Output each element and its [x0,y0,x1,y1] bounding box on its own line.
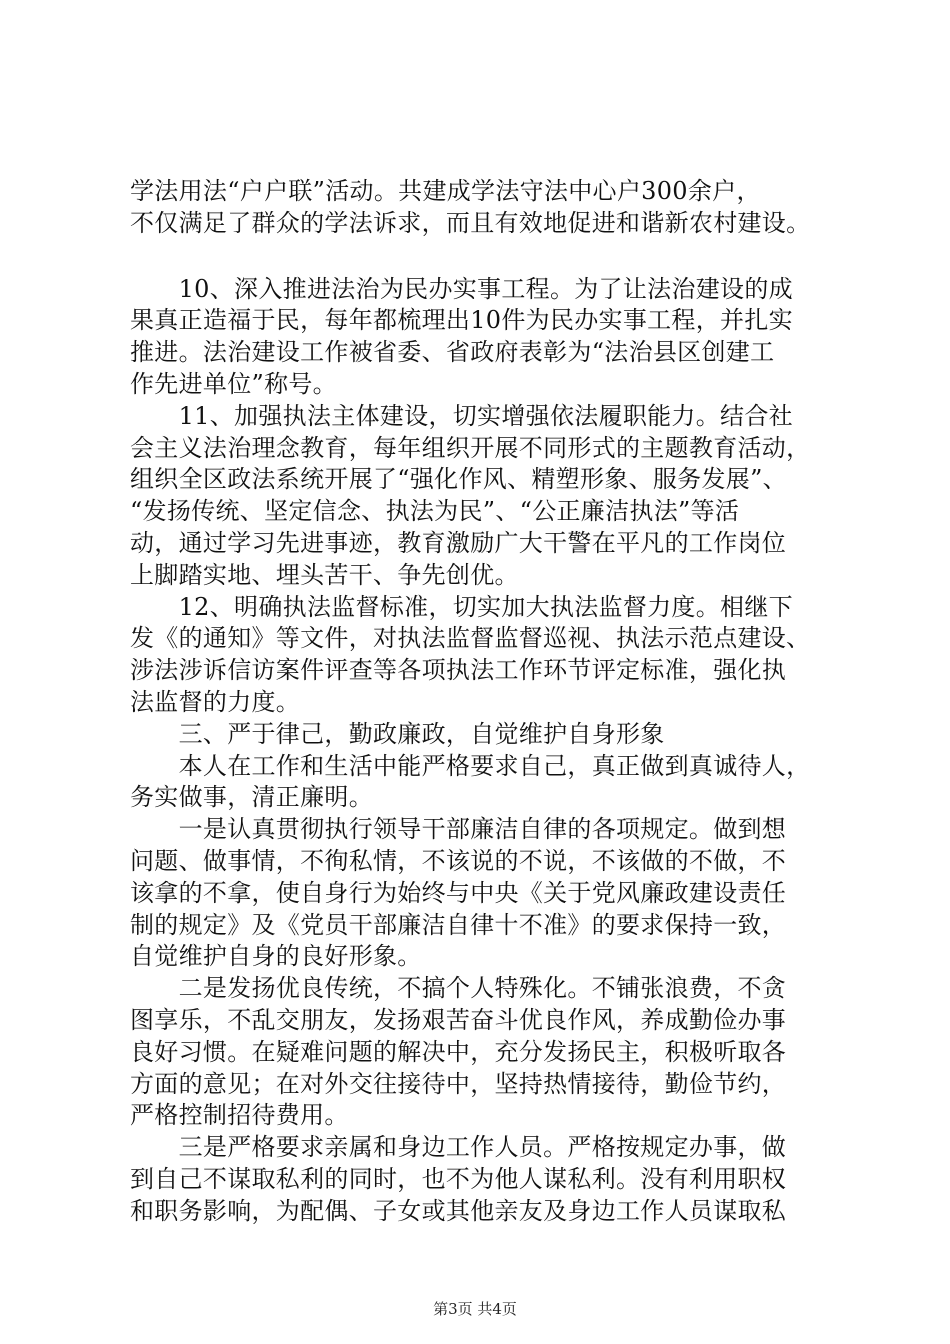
text-line: 制的规定》及《党员干部廉洁自律十不准》的要求保持一致， [130,910,787,939]
text-line: 方面的意见；在对外交往接待中，坚持热情接待，勤俭节约， [130,1069,787,1098]
text-line: 一是认真贯彻执行领导干部廉洁自律的各项规定。做到想 [130,815,787,844]
text-line: 该拿的不拿，使自身行为始终与中央《关于党风廉政建设责任 [130,878,787,907]
text-line: 三、严于律己，勤政廉政，自觉维护自身形象 [130,719,665,748]
paragraph-gap [130,240,835,274]
text-line: 本人在工作和生活中能严格要求自己，真正做到真诚待人， [130,751,811,780]
text-line: 不仅满足了群众的学法诉求，而且有效地促进和谐新农村建设。 [130,208,811,237]
text-line: 动，通过学习先进事迹，教育激励广大干警在平凡的工作岗位 [130,528,787,557]
text-line: 三是严格要求亲属和身边工作人员。严格按规定办事，做 [130,1133,787,1162]
text-line: “发扬传统、坚定信念、执法为民”、“公正廉洁执法”等活 [130,497,740,526]
text-line: 12、明确执法监督标准，切实加大执法监督力度。相继下 [130,592,793,621]
text-line: 作先进单位”称号。 [130,369,337,398]
text-line: 务实做事，清正廉明。 [130,783,373,812]
text-line: 组织全区政法系统开展了“强化作风、精塑形象、服务发展”、 [130,465,787,494]
text-line: 会主义法治理念教育，每年组织开展不同形式的主题教育活动， [130,433,811,462]
text-line: 发《的通知》等文件，对执法监督监督巡视、执法示范点建设、 [130,624,811,653]
text-line: 11、加强执法主体建设，切实增强依法履职能力。结合社 [130,401,793,430]
text-line: 良好习惯。在疑难问题的解决中，充分发扬民主，积极听取各 [130,1037,787,1066]
document-body [130,176,835,1228]
text-line: 二是发扬优良传统，不搞个人特殊化。不铺张浪费，不贪 [130,974,787,1003]
text-line: 到自己不谋取私利的同时，也不为他人谋私利。没有利用职权 [130,1164,787,1193]
text-line: 图享乐，不乱交朋友，发扬艰苦奋斗优良作风，养成勤俭办事 [130,1005,787,1034]
page-footer: 第3页 共4页 [433,1300,517,1318]
text-line: 自觉维护自身的良好形象。 [130,942,422,971]
text-line: 果真正造福于民，每年都梳理出10件为民办实事工程，并扎实 [130,306,793,335]
paragraph-top [130,176,835,240]
text-line: 严格控制招待费用。 [130,1101,349,1130]
paragraph-main [130,274,835,1228]
text-line: 推进。法治建设工作被省委、省政府表彰为“法治县区创建工 [130,338,775,367]
text-line: 上脚踏实地、埋头苦干、争先创优。 [130,560,519,589]
text-line: 问题、做事情，不徇私情，不该说的不说，不该做的不做，不 [130,846,787,875]
text-line: 法监督的力度。 [130,687,301,716]
text-line: 和职务影响，为配偶、子女或其他亲友及身边工作人员谋取私 [130,1196,787,1225]
text-line: 涉法涉诉信访案件评查等各项执法工作环节评定标准，强化执 [130,656,787,685]
text-line: 10、深入推进法治为民办实事工程。为了让法治建设的成 [130,274,793,303]
text-line: 学法用法“户户联”活动。共建成学法守法中心户300余户， [130,177,761,205]
